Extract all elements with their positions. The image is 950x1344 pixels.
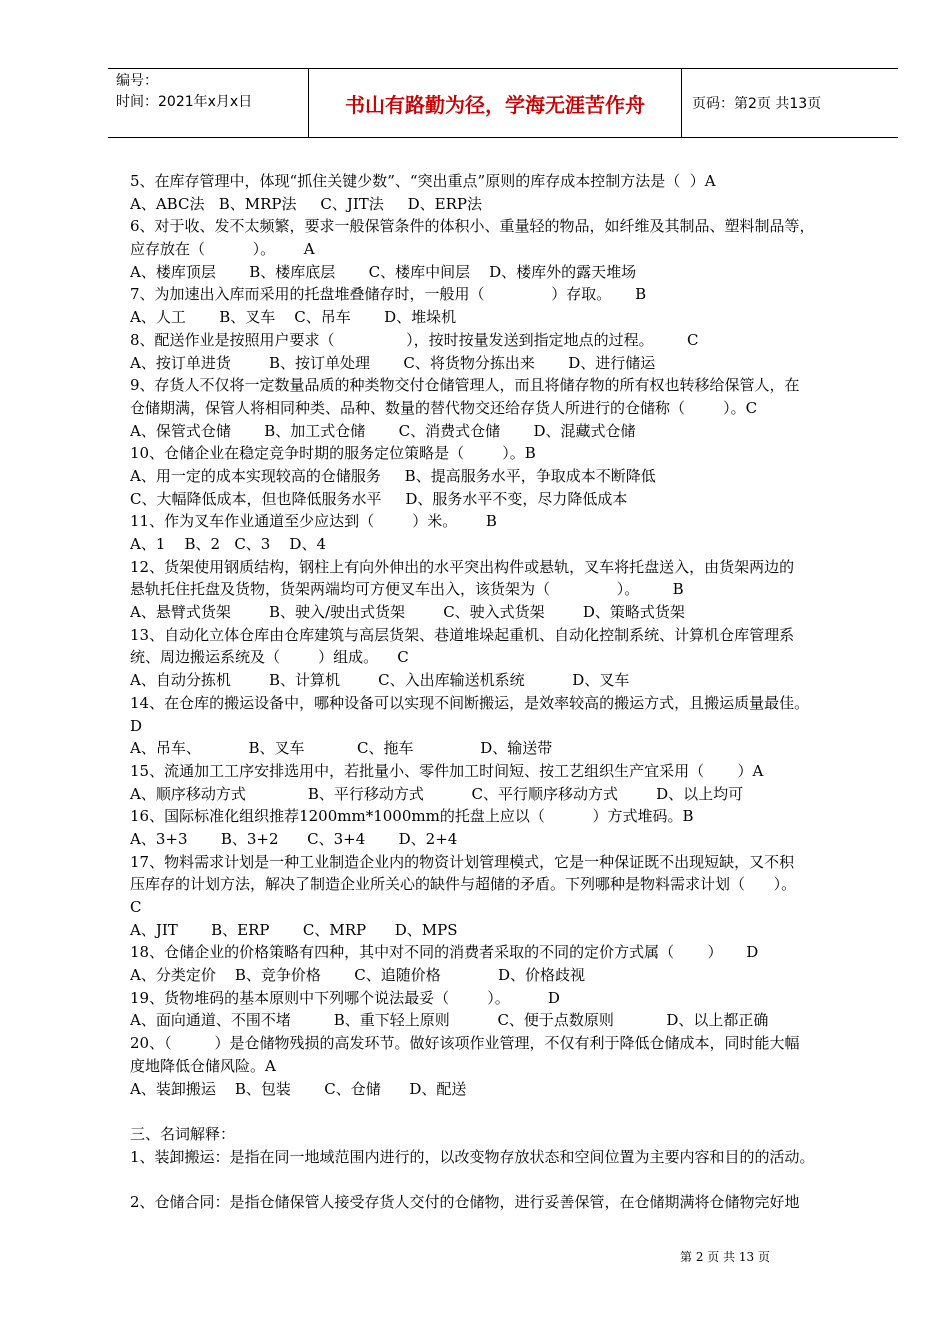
text-line: 6、对于收、发不太频繁，要求一般保管条件的体积小、重量轻的物品，如纤维及其制品、塑料制品等， [130,217,815,236]
text-line: 1、装卸搬运：是指在同一地域范围内进行的，以改变物存放状态和空间位置为主要内容和目的的活动。 [130,1147,815,1166]
text-line: C、大幅降低成本，但也降低服务水平 D、服务水平不变，尽力降低成本 [130,489,628,508]
page-header [108,68,898,138]
text-line: 14、在仓库的搬运设备中，哪种设备可以实现不间断搬运，是效率较高的搬运方式，且搬运质量最佳。 [130,693,810,712]
header-left-cell [108,69,308,137]
text-line: 11、作为叉车作业通道至少应达到（ ）米。 B [130,512,497,531]
text-line: 统、周边搬运系统及（ ）组成。 C [130,648,409,667]
text-line: 悬轨托住托盘及货物，货架两端均可方便叉车出入，该货架为（ ）。 B [130,580,684,599]
text-line: 应存放在（ ）。 A [130,240,315,259]
blank-line [130,1100,890,1123]
text-line: 16、国际标准化组织推荐1200mm*1000mm的托盘上应以（ ）方式堆码。B [130,807,694,826]
text-line: A、面向通道、不围不堵 B、重下轻上原则 C、便于点数原则 D、以上都正确 [130,1011,769,1030]
text-line: 8、配送作业是按照用户要求（ ），按时按量发送到指定地点的过程。 C [130,330,699,349]
text-line: A、装卸搬运 B、包装 C、仓储 D、配送 [130,1079,467,1098]
text-line: 2、仓储合同：是指仓储保管人接受存货人交付的仓储物，进行妥善保管，在仓储期满将仓储物完好地 [130,1192,800,1211]
page-footer [0,1248,950,1265]
header-page-info: 页码：第2页 共13页 [692,96,822,112]
text-line: A、分类定价 B、竞争价格 C、追随价格 D、价格歧视 [130,966,586,985]
text-line: 13、自动化立体仓库由仓库建筑与高层货架、巷道堆垛起重机、自动化控制系统、计算机仓库管理系 [130,625,795,644]
text-line: C [130,898,142,916]
text-line: 压库存的计划方法，解决了制造企业所关心的缺件与超储的矛盾。下列哪种是物料需求计划（ ）。 [130,875,797,894]
document-number-label: 编号： [116,73,158,89]
text-line: 20、（ ）是仓储物残损的高发环节。做好该项作业管理，不仅有利于降低仓储成本，同时能大幅 [130,1034,800,1053]
text-line: A、顺序移动方式 B、平行移动方式 C、平行顺序移动方式 D、以上均可 [130,784,744,803]
blank-line [130,1168,890,1191]
text-line: 度地降低仓储风险。A [130,1056,276,1075]
text-line: A、楼库顶层 B、楼库底层 C、楼库中间层 D、楼库外的露天堆场 [130,262,637,281]
header-motto: 书山有路勤为径，学海无涯苦作舟 [308,69,682,137]
text-line: 19、货物堆码的基本原则中下列哪个说法最妥（ ）。 D [130,988,560,1007]
text-line: A、自动分拣机 B、计算机 C、入出库输送机系统 D、叉车 [130,671,630,690]
document-date-label: 时间：2021年x月x日 [116,94,253,110]
text-line: A、3+3 B、3+2 C、3+4 D、2+4 [130,829,458,848]
text-line: A、悬臂式货架 B、驶入/驶出式货架 C、驶入式货架 D、策略式货架 [130,603,685,622]
text-line: 15、流通加工工序安排选用中，若批量小、零件加工时间短、按工艺组织生产宜采用（ ）A [130,761,764,780]
text-line: 5、在库存管理中，体现“抓住关键少数”、“突出重点”原则的库存成本控制方法是（ ）A [130,172,716,190]
text-line: A、保管式仓储 B、加工式仓储 C、消费式仓储 D、混藏式仓储 [130,421,636,440]
footer-page-number: 第 2 页 共 13 页 [680,1250,770,1264]
document-body [130,170,890,1214]
text-line: A、ABC法 B、MRP法 C、JIT法 D、ERP法 [130,194,482,213]
text-line: A、人工 B、叉车 C、吊车 D、堆垛机 [130,308,457,327]
text-line: 9、存货人不仅将一定数量品质的种类物交付仓储管理人，而且将储存物的所有权也转移给保管人，在 [130,376,800,395]
text-line: A、吊车、 B、叉车 C、拖车 D、输送带 [130,739,553,758]
text-line: 12、货架使用钢质结构，钢柱上有向外伸出的水平突出构件或悬轨，叉车将托盘送入，由货架两边的 [130,557,795,576]
text-line: A、JIT B、ERP C、MRP D、MPS [130,920,458,939]
text-line: 仓储期满，保管人将相同种类、品种、数量的替代物交还给存货人所进行的仓储称（ ）。C [130,398,758,417]
text-line: A、1 B、2 C、3 D、4 [130,535,326,553]
text-line: 18、仓储企业的价格策略有四种，其中对不同的消费者采取的不同的定价方式属（ ） D [130,943,759,962]
text-line: A、按订单进货 B、按订单处理 C、将货物分拣出来 D、进行储运 [130,353,656,372]
text-line: 10、仓储企业在稳定竞争时期的服务定位策略是（ ）。B [130,444,536,463]
text-line: 17、物料需求计划是一种工业制造企业内的物资计划管理模式，它是一种保证既不出现短缺，又不积 [130,852,795,871]
text-line: 7、为加速出入库而采用的托盘堆叠储存时，一般用（ ）存取。 B [130,285,647,304]
text-line: 三、名词解释： [130,1124,236,1143]
text-line: A、用一定的成本实现较高的仓储服务 B、提高服务水平，争取成本不断降低 [130,466,656,485]
text-line: D [130,716,143,735]
